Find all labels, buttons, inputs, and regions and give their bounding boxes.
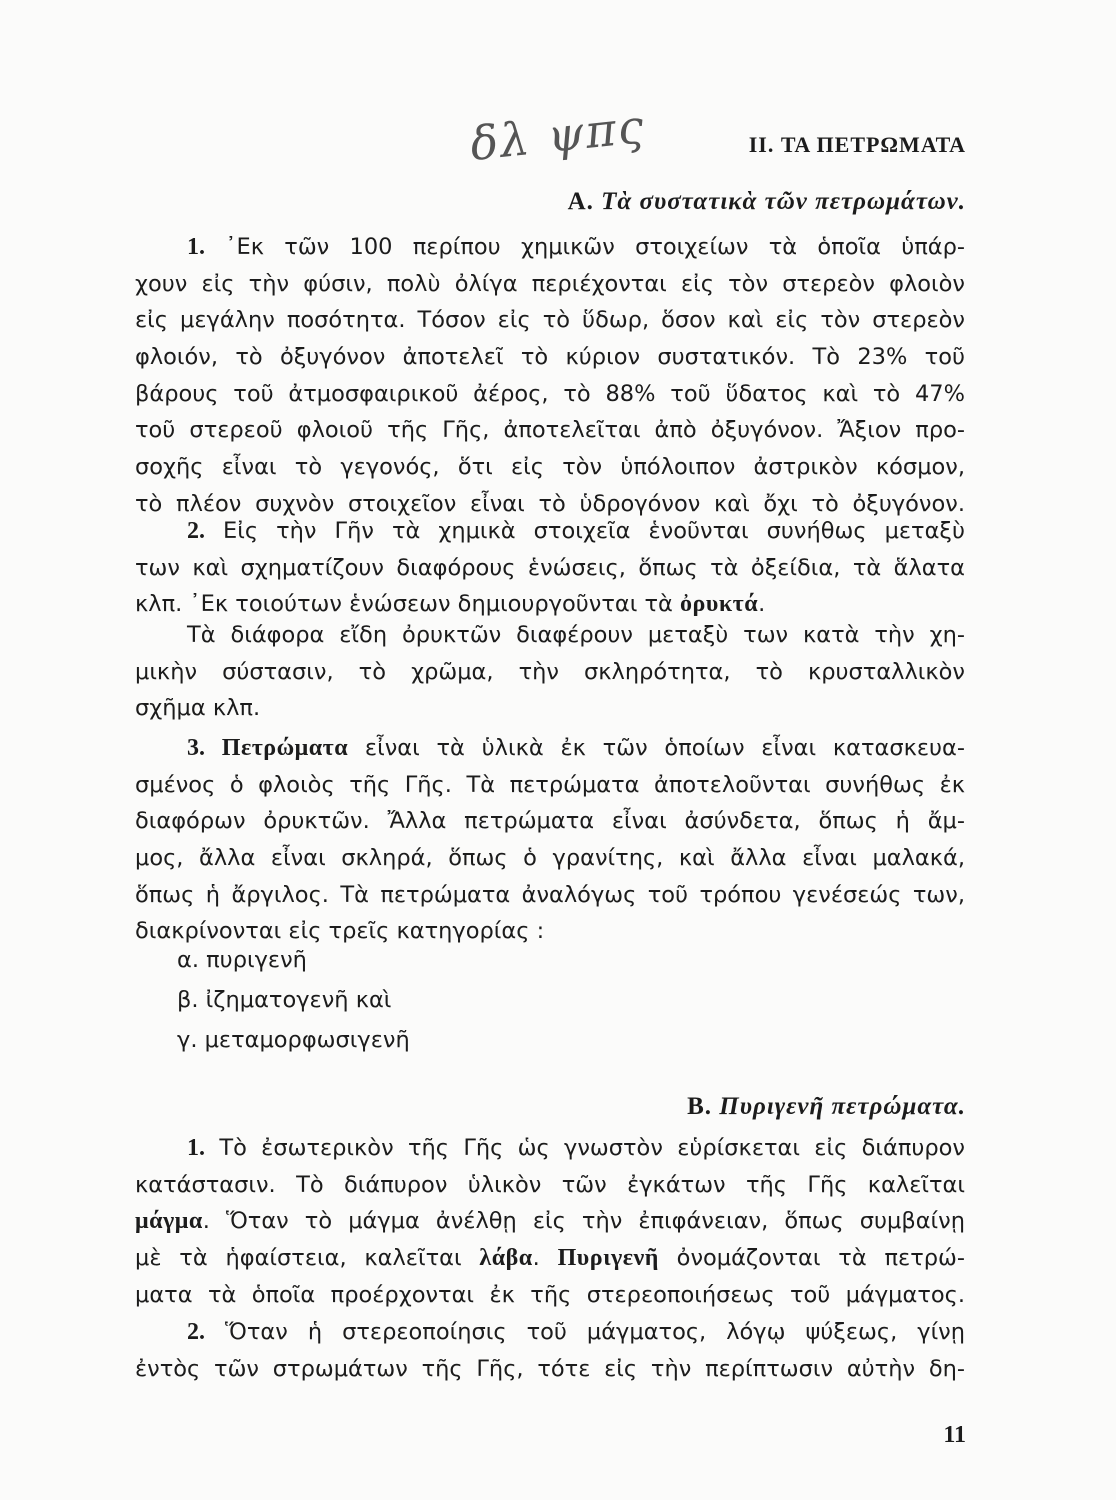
text-line: εἰς μεγάλην ποσότητα. Τόσον εἰς τὸ ὕδωρ, ὅσον καὶ εἰς τὸν στερεὸν: [135, 307, 965, 334]
line-text: .: [532, 1245, 540, 1272]
paragraph-3: [135, 730, 965, 950]
paragraph-number: 1.: [187, 1135, 205, 1161]
text-line: [135, 1314, 965, 1351]
line-text: εἶναι τὰ ὑλικὰ ἐκ τῶν ὁποίων εἶναι κατασκευα-: [364, 735, 966, 761]
text-line: διαφόρων ὀρυκτῶν. Ἄλλα πετρώματα εἶναι ἀσύνδετα, ὅπως ἡ ἄμ-: [135, 808, 965, 835]
text-line: ὅπως ἡ ἄργιλος. Τὰ πετρώματα ἀναλόγως τοῦ τρόπου γενέσεώς των,: [135, 881, 965, 908]
text-line: [135, 1203, 965, 1240]
paragraph-2b: [135, 617, 965, 727]
text-line: [135, 730, 965, 767]
text-line: Τὰ διάφορα εἴδη ὀρυκτῶν διαφέρουν μεταξὺ των κατὰ τὴν χη-: [187, 622, 965, 648]
line-text: .: [758, 591, 766, 618]
bold-term: Πετρώματα: [221, 735, 349, 761]
list-item: β. ἰζηματογενῆ καὶ: [177, 987, 392, 1013]
line-text: . Ὅταν τὸ μάγμα ἀνέλθῃ εἰς τὴν ἐπιφάνειαν, ὅπως συμβαίνῃ: [202, 1208, 965, 1235]
line-text: μὲ τὰ ἡφαίστεια, καλεῖται: [135, 1245, 462, 1272]
text-line: χουν εἰς τὴν φύσιν, πολὺ ὀλίγα περιέχονται εἰς τὸν στερεὸν φλοιὸν: [135, 270, 965, 297]
paragraph-1: [135, 229, 965, 523]
category-list: [135, 940, 965, 1060]
text-line: βάρους τοῦ ἀτμοσφαιρικοῦ ἀέρος, τὸ 88% τοῦ ὕδατος καὶ τὸ 47%: [135, 380, 965, 407]
section-b-title: Πυριγενῆ πετρώματα.: [719, 1093, 966, 1120]
section-a-title: Τὰ συστατικὰ τῶν πετρωμάτων.: [601, 188, 966, 215]
page-number: 11: [943, 1422, 966, 1448]
text-line: κατάστασιν. Τὸ διάπυρον ὑλικὸν τῶν ἐγκάτων τῆς Γῆς καλεῖται: [135, 1171, 965, 1198]
line-text: ᾿Εκ τῶν 100 περίπου χημικῶν στοιχείων τὰ ὁποῖα ὑπάρ-: [225, 234, 965, 260]
text-line: σοχῆς εἶναι τὸ γεγονός, ὅτι εἰς τὸν ὑπόλοιπον ἀστρικὸν κόσμον,: [135, 454, 965, 481]
text-line: σμένος ὁ φλοιὸς τῆς Γῆς. Τὰ πετρώματα ἀποτελοῦνται συνήθως ἐκ: [135, 771, 965, 798]
bold-term: Πυριγενῆ: [557, 1245, 659, 1272]
handwritten-note: δλ ψπς: [467, 98, 648, 172]
text-line: ἐντὸς τῶν στρωμάτων τῆς Γῆς, τότε εἰς τὴν περίπτωσιν αὐτὴν δη-: [135, 1355, 965, 1382]
text-line: μος, ἄλλα εἶναι σκληρά, ὅπως ὁ γρανίτης, καὶ ἄλλα εἶναι μαλακά,: [135, 845, 965, 872]
text-line: [135, 229, 965, 266]
text-line: φλοιόν, τὸ ὀξυγόνον ἀποτελεῖ τὸ κύριον συστατικόν. Τὸ 23% τοῦ: [135, 344, 965, 371]
text-line: [135, 1240, 965, 1277]
bold-term: λάβα: [479, 1245, 533, 1272]
section-a-heading: [568, 188, 966, 216]
text-line: μικὴν σύστασιν, τὸ χρῶμα, τὴν σκληρότητα, τὸ κρυσταλλικὸν: [135, 658, 965, 685]
text-line: διακρίνονται εἰς τρεῖς κατηγορίας :: [135, 918, 545, 945]
list-item: γ. μεταμορφωσιγενῆ: [177, 1027, 410, 1053]
section-a-prefix: Α.: [567, 188, 602, 215]
line-text: Εἰς τὴν Γῆν τὰ χημικὰ στοιχεῖα ἑνοῦνται συνήθως μεταξὺ: [223, 518, 965, 544]
paragraph-number: 1.: [187, 234, 205, 260]
line-text: ὀνομάζονται τὰ πετρώ-: [676, 1245, 965, 1272]
section-b-heading: [687, 1093, 966, 1121]
paragraph-number: 3.: [187, 735, 205, 761]
text-line: [135, 1130, 965, 1167]
section-b-paragraph-1: [135, 1130, 965, 1313]
text-line: σχῆμα κλπ.: [135, 695, 261, 722]
line-text: κλπ. ᾿Εκ τοιούτων ἑνώσεων δημιουργοῦνται τὰ: [135, 591, 673, 618]
bold-term: ὀρυκτά: [680, 591, 759, 618]
bold-term: μάγμα: [135, 1208, 203, 1235]
line-text: Ὅταν ἡ στερεοποίησις τοῦ μάγματος, λόγῳ ψύξεως, γίνῃ: [225, 1319, 966, 1345]
paragraph-number: 2.: [187, 1319, 205, 1345]
text-line: τὸ πλέον συχνὸν στοιχεῖον εἶναι τὸ ὑδρογόνον καὶ ὄχι τὸ ὀξυγόνον.: [135, 490, 965, 517]
text-line: ματα τὰ ὁποῖα προέρχονται ἐκ τῆς στερεοποιήσεως τοῦ μάγματος.: [135, 1281, 965, 1308]
section-b-paragraph-2: [135, 1314, 965, 1387]
line-text: Τὸ ἐσωτερικὸν τῆς Γῆς ὡς γνωστὸν εὑρίσκεται εἰς διάπυρον: [219, 1135, 965, 1161]
text-line: τοῦ στερεοῦ φλοιοῦ τῆς Γῆς, ἀποτελεῖται ἀπὸ ὀξυγόνον. Ἄξιον προ-: [135, 417, 965, 444]
text-line: [135, 513, 965, 550]
paragraph-2: [135, 513, 965, 623]
chapter-title: II. ΤΑ ΠΕΤΡΩΜΑΤΑ: [748, 132, 966, 157]
list-item: α. πυριγενῆ: [177, 947, 307, 973]
text-line: των καὶ σχηματίζουν διαφόρους ἑνώσεις, ὅπως τὰ ὀξείδια, τὰ ἅλατα: [135, 554, 965, 581]
paragraph-number: 2.: [187, 518, 205, 544]
section-b-prefix: Β.: [687, 1093, 720, 1120]
